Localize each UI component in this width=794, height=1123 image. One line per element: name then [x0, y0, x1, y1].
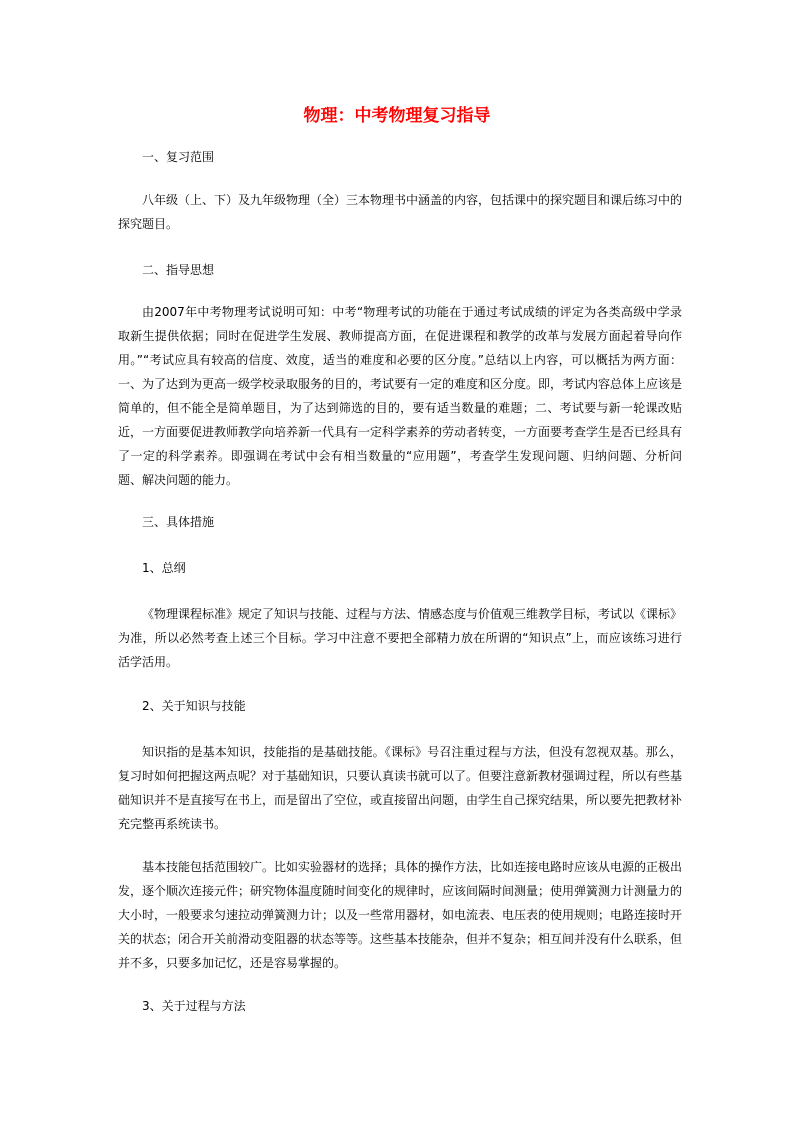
subsection-heading-process-method: 3、关于过程与方法 [142, 999, 246, 1013]
subsection-heading-general: 1、总纲 [142, 561, 186, 575]
document-title: 物理：中考物理复习指导 [303, 106, 491, 126]
paragraph-scope: 八年级（上、下）及九年级物理（全）三本物理书中涵盖的内容，包括课中的探究题目和课后练习中的探究题目。 [118, 193, 683, 231]
section-heading-measures: 三、具体措施 [142, 515, 215, 529]
paragraph-knowledge: 知识指的是基本知识，技能指的是基础技能。《课标》号召注重过程与方法，但没有忽视双基。那么，复习时如何把握这两点呢？对于基础知识，只要认真读书就可以了。但要注意新教材强调过程，所以有些基础知识并不是直接写在书上，而是留出了空位，或直接留出问题，由学生自己探究结果，所以要先把教材补充完整再系统读书。 [118, 745, 683, 831]
subsection-heading-knowledge-skills: 2、关于知识与技能 [142, 699, 246, 713]
section-heading-guiding-idea: 二、指导思想 [142, 263, 215, 277]
section-heading-scope: 一、复习范围 [142, 150, 215, 164]
paragraph-guiding-idea: 由2007年中考物理考试说明可知：中考“物理考试的功能在于通过考试成绩的评定为各类高级中学录取新生提供依据；同时在促进学生发展、教师提高方面，在促进课程和教学的改革与发展方面起着导向作用。”“考试应具有较高的信度、效度，适当的难度和必要的区分度。”总结以上内容，可以概括为两方面：一、为了达到为更高一级学校录取服务的目的，考试要有一定的难度和区分度。即，考试内容总体上应该是简单的，但不能全是简单题目，为了达到筛选的目的，要有适当数量的难题；二、考试要与新一轮课改贴近，一方面要促进教师教学向培养新一代具有一定科学素养的劳动者转变，一方面要考查学生是否已经具有了一定的科学素养。即强调在考试中会有相当数量的“应用题”，考查学生发现问题、归纳问题、分析问题、解决问题的能力。 [118, 305, 683, 487]
paragraph-skills: 基本技能包括范围较广。比如实验器材的选择；具体的操作方法，比如连接电路时应该从电源的正极出发，逐个顺次连接元件；研究物体温度随时间变化的规律时，应该间隔时间测量；使用弹簧测力计测量力的大小时，一般要求匀速拉动弹簧测力计；以及一些常用器材，如电流表、电压表的使用规则；电路连接时开关的状态；闭合开关前滑动变阻器的状态等等。这些基本技能杂，但并不复杂；相互间并没有什么联系，但并不多，只要多加记忆，还是容易掌握的。 [118, 860, 683, 970]
paragraph-general: 《物理课程标准》规定了知识与技能、过程与方法、情感态度与价值观三维教学目标，考试以《课标》为准，所以必然考查上述三个目标。学习中注意不要把全部精力放在所谓的“知识点”上，而应该练习进行活学活用。 [118, 607, 683, 669]
